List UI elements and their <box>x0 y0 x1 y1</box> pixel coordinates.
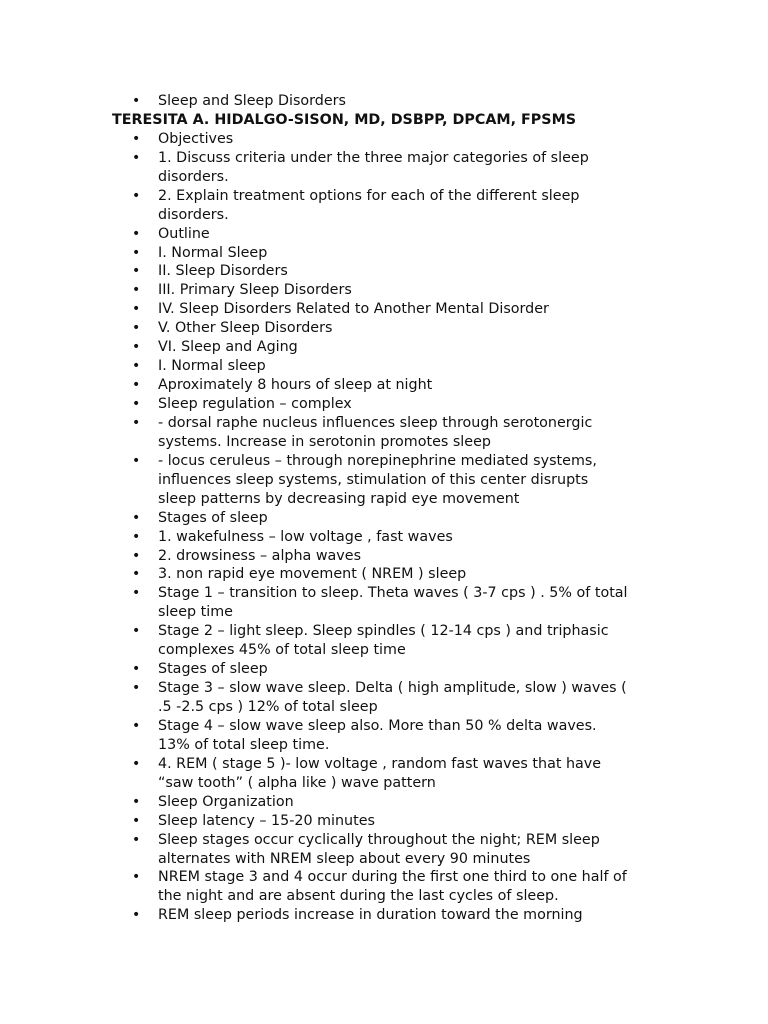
line-text: Sleep regulation – complex <box>158 396 352 412</box>
line-text: IV. Sleep Disorders Related to Another Mental Disorder <box>158 301 549 318</box>
bullet-icon: • <box>132 528 141 545</box>
bullet-icon: • <box>132 377 141 394</box>
line-text: I. Normal Sleep <box>158 244 268 261</box>
bullet-icon: • <box>132 225 141 242</box>
bullet-icon: • <box>132 585 141 602</box>
line-text: 1. wakefulness – low voltage , fast waves <box>158 528 453 545</box>
bullet-item <box>0 547 768 566</box>
line-text: 3. non rapid eye movement ( NREM ) sleep <box>158 566 467 583</box>
bullet-continuation <box>0 641 768 660</box>
bullet-continuation <box>0 736 768 755</box>
document-body <box>0 92 768 925</box>
line-text: the night and are absent during the last cycles of sleep. <box>158 888 559 905</box>
bullet-icon: • <box>132 339 141 356</box>
bullet-icon: • <box>132 244 141 261</box>
bullet-item <box>0 906 768 925</box>
bullet-item <box>0 244 768 263</box>
bullet-icon: • <box>132 717 141 734</box>
bullet-icon: • <box>132 812 141 829</box>
line-text: sleep patterns by decreasing rapid eye movement <box>158 490 520 507</box>
bullet-item <box>0 92 768 111</box>
bullet-icon: • <box>132 452 141 469</box>
line-text: “saw tooth” ( alpha like ) wave pattern <box>158 774 436 791</box>
line-text: Stage 3 – slow wave sleep. Delta ( high amplitude, slow ) waves ( <box>158 680 627 697</box>
line-text: Sleep stages occur cyclically throughout the night; REM sleep <box>158 831 600 848</box>
bullet-continuation <box>0 850 768 869</box>
line-text: 1. Discuss criteria under the three major categories of sleep <box>158 149 589 166</box>
line-text: Sleep and Sleep Disorders <box>158 93 346 109</box>
line-text: influences sleep systems, stimulation of this center disrupts <box>158 471 589 488</box>
line-text: complexes 45% of total sleep time <box>158 642 406 659</box>
bullet-icon: • <box>132 566 141 583</box>
bullet-item <box>0 149 768 168</box>
bullet-continuation <box>0 433 768 452</box>
bullet-item <box>0 868 768 887</box>
line-text: alternates with NREM sleep about every 90 minutes <box>158 850 531 867</box>
line-text: Stage 1 – transition to sleep. Theta waves ( 3-7 cps ) . 5% of total <box>158 585 628 602</box>
bullet-item <box>0 262 768 281</box>
author-name: TERESITA A. HIDALGO-SISON, MD, DSBPP, DPCAM, FPSMS <box>112 111 577 128</box>
line-text: V. Other Sleep Disorders <box>158 320 333 337</box>
bullet-item <box>0 376 768 395</box>
bullet-icon: • <box>132 793 141 810</box>
bullet-item <box>0 717 768 736</box>
bullet-icon: • <box>132 130 141 147</box>
bullet-item <box>0 187 768 206</box>
bullet-continuation <box>0 206 768 225</box>
line-text: Stage 4 – slow wave sleep also. More than 50 % delta waves. <box>158 717 597 734</box>
bullet-item <box>0 319 768 338</box>
line-text: 13% of total sleep time. <box>158 736 330 753</box>
line-text: Aproximately 8 hours of sleep at night <box>158 377 433 394</box>
bullet-item <box>0 679 768 698</box>
bullet-icon: • <box>132 547 141 564</box>
bullet-icon: • <box>132 869 141 886</box>
bullet-item <box>0 584 768 603</box>
bullet-item <box>0 565 768 584</box>
line-text: Outline <box>158 225 210 242</box>
line-text: VI. Sleep and Aging <box>158 339 298 356</box>
bullet-icon: • <box>132 414 141 431</box>
line-text: REM sleep periods increase in duration toward the morning <box>158 907 583 924</box>
bullet-continuation <box>0 774 768 793</box>
line-text: sleep time <box>158 604 233 621</box>
line-text: Sleep latency – 15-20 minutes <box>158 812 375 829</box>
line-text: disorders. <box>158 168 229 185</box>
bullet-item <box>0 452 768 471</box>
bullet-item <box>0 130 768 149</box>
line-text: systems. Increase in serotonin promotes sleep <box>158 433 491 450</box>
line-text: Objectives <box>158 130 234 147</box>
bullet-item <box>0 812 768 831</box>
bullet-item <box>0 414 768 433</box>
line-text: I. Normal sleep <box>158 358 266 375</box>
line-text: Stages of sleep <box>158 661 268 678</box>
bullet-continuation <box>0 698 768 717</box>
line-text: - dorsal raphe nucleus influences sleep through serotonergic <box>158 414 593 431</box>
line-text: Sleep Organization <box>158 793 294 810</box>
bullet-item <box>0 528 768 547</box>
bullet-icon: • <box>132 263 141 280</box>
bullet-icon: • <box>132 661 141 678</box>
line-text: II. Sleep Disorders <box>158 263 288 280</box>
bullet-item <box>0 755 768 774</box>
bullet-icon: • <box>132 320 141 337</box>
bullet-icon: • <box>132 358 141 375</box>
line-text: Stage 2 – light sleep. Sleep spindles ( 12-14 cps ) and triphasic <box>158 623 609 640</box>
line-text: .5 -2.5 cps ) 12% of total sleep <box>158 699 378 715</box>
bullet-continuation <box>0 168 768 187</box>
line-text: NREM stage 3 and 4 occur during the first one third to one half of <box>158 869 627 886</box>
bullet-icon: • <box>132 301 141 318</box>
line-text: disorders. <box>158 206 229 223</box>
bullet-icon: • <box>132 831 141 848</box>
author-heading <box>0 111 768 130</box>
bullet-item <box>0 831 768 850</box>
bullet-continuation <box>0 490 768 509</box>
bullet-continuation <box>0 603 768 622</box>
bullet-icon: • <box>132 149 141 166</box>
bullet-continuation <box>0 887 768 906</box>
bullet-icon: • <box>132 187 141 204</box>
bullet-item <box>0 300 768 319</box>
bullet-item <box>0 622 768 641</box>
bullet-icon: • <box>132 755 141 772</box>
line-text: 2. drowsiness – alpha waves <box>158 547 362 564</box>
bullet-item <box>0 281 768 300</box>
bullet-icon: • <box>132 509 141 526</box>
bullet-item <box>0 509 768 528</box>
line-text: 4. REM ( stage 5 )- low voltage , random fast waves that have <box>158 755 602 772</box>
bullet-icon: • <box>132 680 141 697</box>
bullet-item <box>0 357 768 376</box>
bullet-icon: • <box>132 623 141 640</box>
line-text: 2. Explain treatment options for each of the different sleep <box>158 187 580 204</box>
bullet-item <box>0 793 768 812</box>
line-text: III. Primary Sleep Disorders <box>158 282 352 299</box>
bullet-item <box>0 660 768 679</box>
bullet-icon: • <box>132 282 141 299</box>
bullet-icon: • <box>132 907 141 924</box>
bullet-continuation <box>0 471 768 490</box>
bullet-icon: • <box>132 93 141 109</box>
bullet-icon: • <box>132 396 141 412</box>
bullet-item <box>0 225 768 244</box>
bullet-item <box>0 395 768 414</box>
bullet-item <box>0 338 768 357</box>
line-text: Stages of sleep <box>158 509 268 526</box>
line-text: - locus ceruleus – through norepinephrine mediated systems, <box>158 452 597 469</box>
